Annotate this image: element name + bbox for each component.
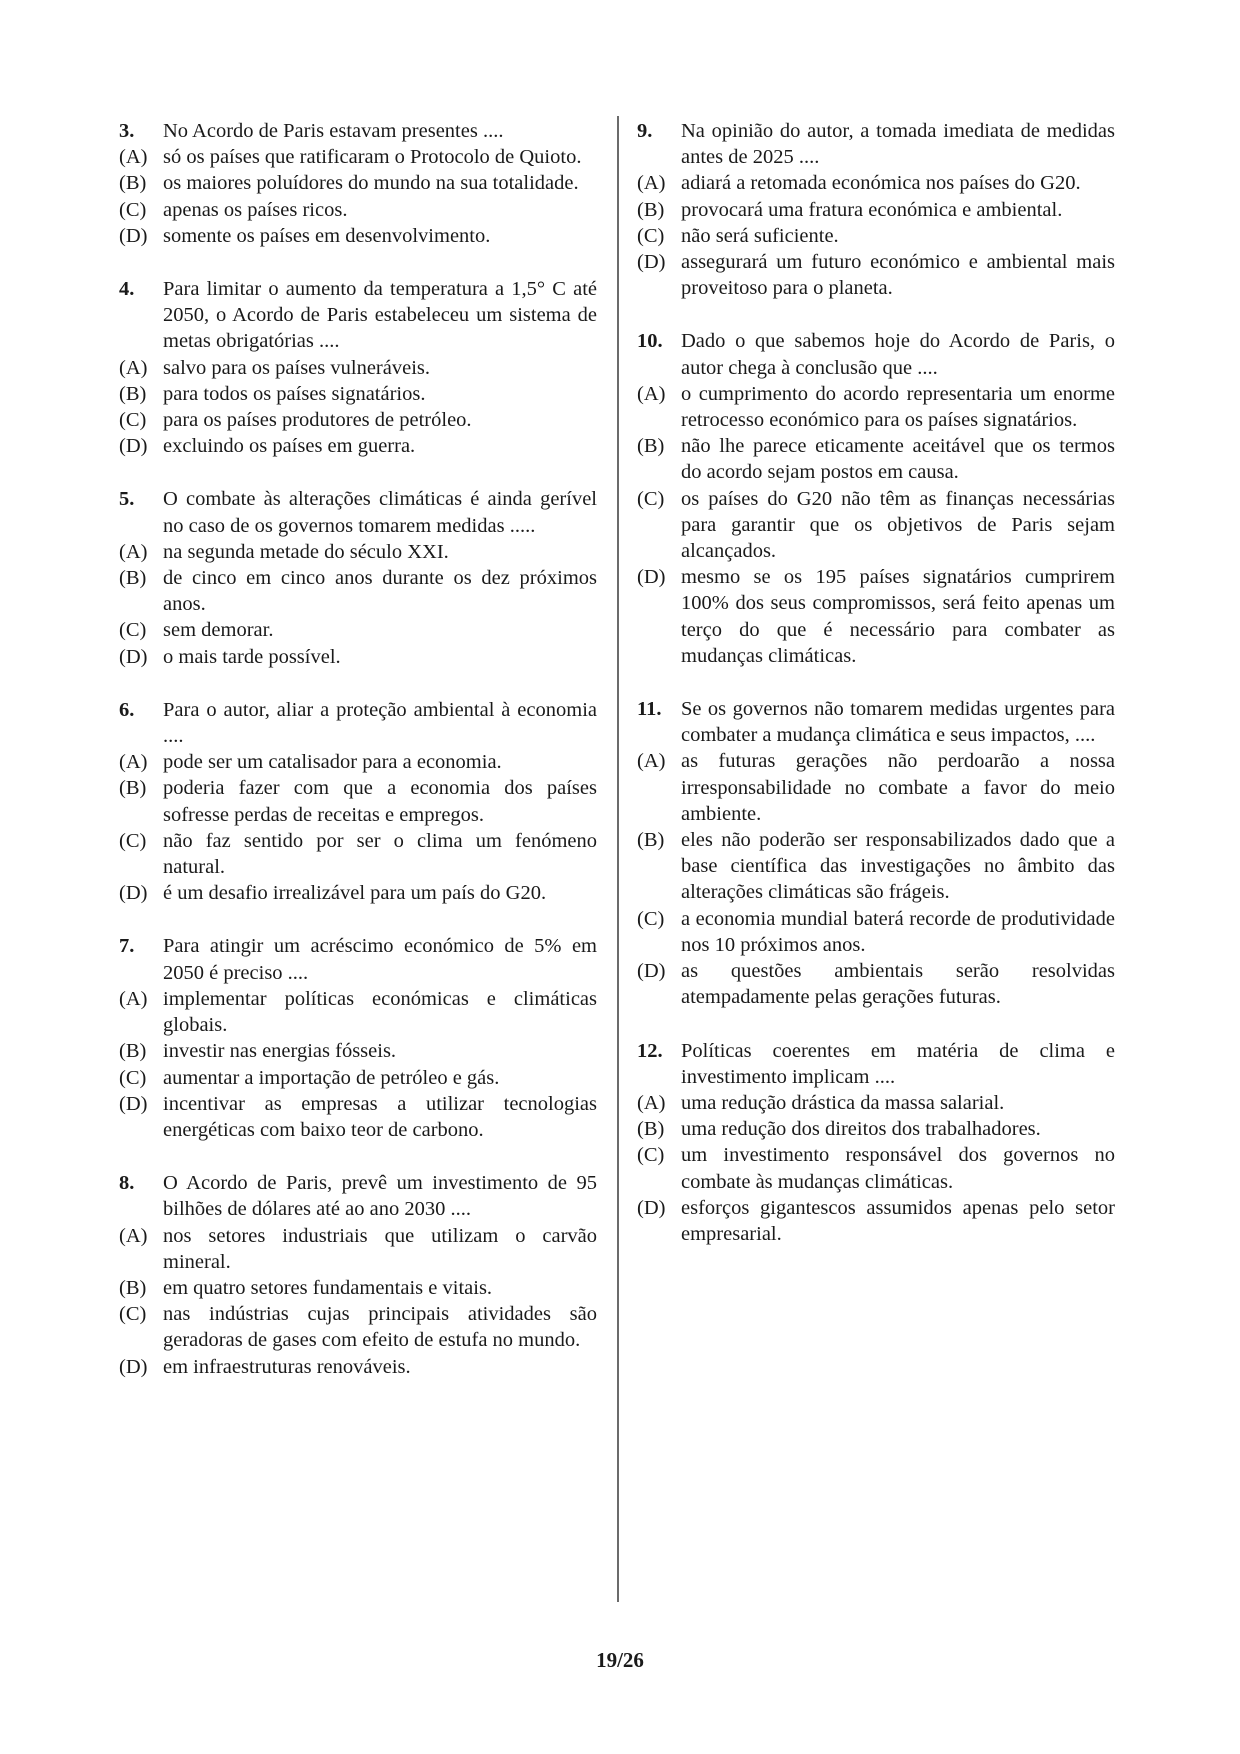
question-5 bbox=[119, 486, 597, 669]
question-stem bbox=[637, 118, 1115, 170]
question-stem bbox=[119, 697, 597, 749]
option-text: nos setores industriais que utilizam o carvão mineral. bbox=[163, 1224, 597, 1273]
option-label: (D) bbox=[119, 882, 148, 905]
question-stem bbox=[119, 118, 597, 144]
answer-option bbox=[637, 1116, 1115, 1142]
question-7 bbox=[119, 933, 597, 1143]
option-label: (C) bbox=[637, 487, 665, 510]
answer-option bbox=[119, 407, 597, 433]
option-text: uma redução dos direitos dos trabalhadores. bbox=[681, 1118, 1041, 1141]
option-label: (D) bbox=[119, 1355, 148, 1378]
question-number: 3. bbox=[119, 120, 135, 142]
option-text: em quatro setores fundamentais e vitais. bbox=[163, 1276, 493, 1299]
question-text: Políticas coerentes em matéria de clima e investimento implicam .... bbox=[681, 1039, 1115, 1088]
question-stem bbox=[637, 696, 1115, 748]
question-stem bbox=[119, 486, 597, 538]
question-text: O Acordo de Paris, prevê um investimento de 95 bilhões de dólares até ao ano 2030 .... bbox=[163, 1172, 597, 1221]
option-text: não será suficiente. bbox=[681, 224, 839, 247]
option-text: para todos os países signatários. bbox=[163, 382, 426, 405]
option-text: a economia mundial baterá recorde de produtividade nos 10 próximos anos. bbox=[681, 907, 1115, 956]
answer-option bbox=[637, 906, 1115, 958]
option-text: na segunda metade do século XXI. bbox=[163, 540, 449, 563]
option-label: (D) bbox=[119, 435, 148, 458]
option-text: as questões ambientais serão resolvidas atempadamente pelas gerações futuras. bbox=[681, 960, 1115, 1009]
answer-option bbox=[119, 1275, 597, 1301]
answer-option bbox=[119, 1091, 597, 1143]
option-text: apenas os países ricos. bbox=[163, 198, 348, 221]
option-label: (D) bbox=[119, 1092, 148, 1115]
option-label: (C) bbox=[119, 198, 147, 221]
answer-option bbox=[119, 355, 597, 381]
option-label: (C) bbox=[637, 1144, 665, 1167]
question-text: Para limitar o aumento da temperatura a 1,5° C até 2050, o Acordo de Paris estabeleceu um sistema de metas obrigatórias .... bbox=[163, 278, 597, 353]
answer-option bbox=[637, 223, 1115, 249]
option-label: (D) bbox=[119, 645, 148, 668]
option-text: excluindo os países em guerra. bbox=[163, 435, 416, 458]
option-label: (A) bbox=[119, 1224, 148, 1247]
option-text: sem demorar. bbox=[163, 619, 274, 642]
question-number: 8. bbox=[119, 1172, 135, 1195]
answer-option bbox=[637, 197, 1115, 223]
question-stem bbox=[637, 1038, 1115, 1090]
option-label: (B) bbox=[637, 435, 665, 458]
question-text: Na opinião do autor, a tomada imediata de medidas antes de 2025 .... bbox=[681, 120, 1115, 169]
question-number: 5. bbox=[119, 488, 135, 511]
answer-option bbox=[119, 381, 597, 407]
option-label: (B) bbox=[119, 567, 147, 590]
option-label: (A) bbox=[637, 750, 666, 773]
option-text: o mais tarde possível. bbox=[163, 645, 341, 668]
option-label: (B) bbox=[637, 829, 665, 852]
option-text: assegurará um futuro económico e ambiental mais proveitoso para o planeta. bbox=[681, 251, 1115, 300]
option-text: um investimento responsável dos governos no combate às mudanças climáticas. bbox=[681, 1144, 1115, 1193]
option-label: (A) bbox=[119, 540, 148, 563]
answer-option bbox=[637, 1195, 1115, 1247]
option-label: (A) bbox=[637, 1091, 666, 1114]
option-text: não lhe parece eticamente aceitável que os termos do acordo sejam postos em causa. bbox=[681, 435, 1115, 484]
question-stem bbox=[637, 328, 1115, 380]
option-label: (A) bbox=[119, 356, 148, 379]
option-text: não faz sentido por ser o clima um fenómeno natural. bbox=[163, 829, 597, 879]
option-text: poderia fazer com que a economia dos países sofresse perdas de receitas e empregos. bbox=[163, 777, 597, 826]
question-text: Para atingir um acréscimo económico de 5% em 2050 é preciso .... bbox=[163, 935, 597, 984]
option-label: (C) bbox=[119, 829, 147, 852]
question-stem bbox=[119, 933, 597, 985]
option-text: somente os países em desenvolvimento. bbox=[163, 224, 491, 247]
question-stem bbox=[119, 1170, 597, 1222]
answer-option bbox=[637, 433, 1115, 485]
question-9 bbox=[637, 118, 1115, 301]
option-text: adiará a retomada económica nos países do G20. bbox=[681, 172, 1081, 195]
answer-option bbox=[119, 617, 597, 643]
option-text: mesmo se os 195 países signatários cumprirem 100% dos seus compromissos, será feito apenas um terço do que é necessário para combater as mudanças climáticas. bbox=[681, 566, 1115, 667]
answer-option bbox=[119, 1354, 597, 1380]
question-number: 9. bbox=[637, 120, 653, 142]
question-3 bbox=[119, 118, 597, 249]
question-4 bbox=[119, 276, 597, 459]
option-text: os maiores poluídores do mundo na sua totalidade. bbox=[163, 172, 579, 195]
option-label: (B) bbox=[119, 777, 147, 800]
answer-option bbox=[119, 1065, 597, 1091]
option-label: (A) bbox=[119, 987, 148, 1010]
option-label: (B) bbox=[637, 198, 665, 221]
option-label: (B) bbox=[119, 172, 147, 195]
question-number: 11. bbox=[637, 698, 662, 721]
option-text: aumentar a importação de petróleo e gás. bbox=[163, 1066, 500, 1089]
question-text: No Acordo de Paris estavam presentes .... bbox=[163, 120, 504, 142]
question-stem bbox=[119, 276, 597, 355]
option-label: (C) bbox=[637, 224, 665, 247]
option-text: pode ser um catalisador para a economia. bbox=[163, 751, 502, 774]
question-number: 10. bbox=[637, 330, 663, 353]
option-text: investir nas energias fósseis. bbox=[163, 1040, 397, 1063]
answer-option bbox=[119, 1223, 597, 1275]
option-label: (B) bbox=[119, 382, 147, 405]
option-label: (D) bbox=[637, 251, 666, 274]
answer-option bbox=[119, 828, 597, 880]
option-label: (A) bbox=[119, 146, 148, 169]
answer-option bbox=[119, 1301, 597, 1353]
question-8 bbox=[119, 1170, 597, 1380]
option-text: incentivar as empresas a utilizar tecnologias energéticas com baixo teor de carbono. bbox=[163, 1092, 597, 1141]
option-label: (A) bbox=[637, 382, 666, 405]
answer-option bbox=[637, 564, 1115, 669]
option-label: (A) bbox=[637, 172, 666, 195]
answer-option bbox=[119, 565, 597, 617]
question-text: Dado o que sabemos hoje do Acordo de Paris, o autor chega à conclusão que .... bbox=[681, 330, 1115, 379]
question-text: O combate às alterações climáticas é ainda gerível no caso de os governos tomarem medidas ..... bbox=[163, 488, 597, 537]
answer-option bbox=[119, 539, 597, 565]
left-column bbox=[119, 118, 597, 1407]
option-text: só os países que ratificaram o Protocolo de Quioto. bbox=[163, 146, 582, 169]
option-label: (C) bbox=[637, 907, 665, 930]
answer-option bbox=[119, 433, 597, 459]
option-label: (D) bbox=[119, 224, 148, 247]
answer-option bbox=[637, 958, 1115, 1010]
question-number: 7. bbox=[119, 935, 135, 958]
answer-option bbox=[119, 144, 597, 170]
option-label: (C) bbox=[119, 619, 147, 642]
question-12 bbox=[637, 1038, 1115, 1248]
option-label: (C) bbox=[119, 1303, 147, 1326]
answer-option bbox=[119, 1038, 597, 1064]
answer-option bbox=[637, 249, 1115, 301]
option-label: (C) bbox=[119, 409, 147, 432]
answer-option bbox=[119, 644, 597, 670]
option-text: para os países produtores de petróleo. bbox=[163, 409, 472, 432]
question-11 bbox=[637, 696, 1115, 1010]
option-text: implementar políticas económicas e climáticas globais. bbox=[163, 987, 597, 1037]
answer-option bbox=[119, 749, 597, 775]
question-text: Para o autor, aliar a proteção ambiental à economia .... bbox=[163, 698, 597, 748]
answer-option bbox=[637, 748, 1115, 827]
answer-option bbox=[637, 1142, 1115, 1194]
option-text: o cumprimento do acordo representaria um enorme retrocesso económico para os países signatários. bbox=[681, 382, 1115, 432]
answer-option bbox=[637, 1090, 1115, 1116]
option-text: as futuras gerações não perdoarão a nossa irresponsabilidade no combate a favor do meio ambiente. bbox=[681, 750, 1115, 825]
question-text: Se os governos não tomarem medidas urgentes para combater a mudança climática e seus impactos, .... bbox=[681, 698, 1115, 747]
option-text: em infraestruturas renováveis. bbox=[163, 1355, 411, 1378]
option-text: nas indústrias cujas principais atividades são geradoras de gases com efeito de estufa no mundo. bbox=[163, 1303, 597, 1352]
option-text: eles não poderão ser responsabilizados dado que a base científica das investigações no âmbito das alterações climáticas são frágeis. bbox=[681, 829, 1115, 904]
option-label: (B) bbox=[119, 1040, 147, 1063]
option-label: (B) bbox=[637, 1118, 665, 1141]
option-label: (C) bbox=[119, 1066, 147, 1089]
option-text: esforços gigantescos assumidos apenas pelo setor empresarial. bbox=[681, 1196, 1115, 1245]
column-divider bbox=[617, 116, 619, 1602]
option-text: os países do G20 não têm as finanças necessárias para garantir que os objetivos de Paris sejam alcançados. bbox=[681, 487, 1115, 563]
answer-option bbox=[119, 223, 597, 249]
answer-option bbox=[119, 170, 597, 196]
option-text: salvo para os países vulneráveis. bbox=[163, 356, 430, 379]
question-number: 6. bbox=[119, 698, 135, 721]
answer-option bbox=[637, 827, 1115, 906]
question-number: 12. bbox=[637, 1039, 663, 1062]
option-text: é um desafio irrealizável para um país do G20. bbox=[163, 882, 547, 905]
answer-option bbox=[637, 381, 1115, 433]
option-label: (D) bbox=[637, 960, 666, 983]
right-column bbox=[637, 118, 1115, 1274]
option-text: de cinco em cinco anos durante os dez próximos anos. bbox=[163, 567, 597, 616]
answer-option bbox=[119, 197, 597, 223]
answer-option bbox=[119, 880, 597, 906]
option-label: (B) bbox=[119, 1276, 147, 1299]
question-6 bbox=[119, 697, 597, 907]
option-label: (A) bbox=[119, 751, 148, 774]
question-10 bbox=[637, 328, 1115, 669]
answer-option bbox=[637, 486, 1115, 565]
option-text: uma redução drástica da massa salarial. bbox=[681, 1091, 1005, 1114]
answer-option bbox=[637, 170, 1115, 196]
answer-option bbox=[119, 775, 597, 827]
option-label: (D) bbox=[637, 1196, 666, 1219]
question-number: 4. bbox=[119, 278, 135, 301]
option-label: (D) bbox=[637, 566, 666, 589]
answer-option bbox=[119, 986, 597, 1038]
page-number: 19/26 bbox=[596, 1648, 644, 1672]
option-text: provocará uma fratura económica e ambiental. bbox=[681, 198, 1063, 221]
